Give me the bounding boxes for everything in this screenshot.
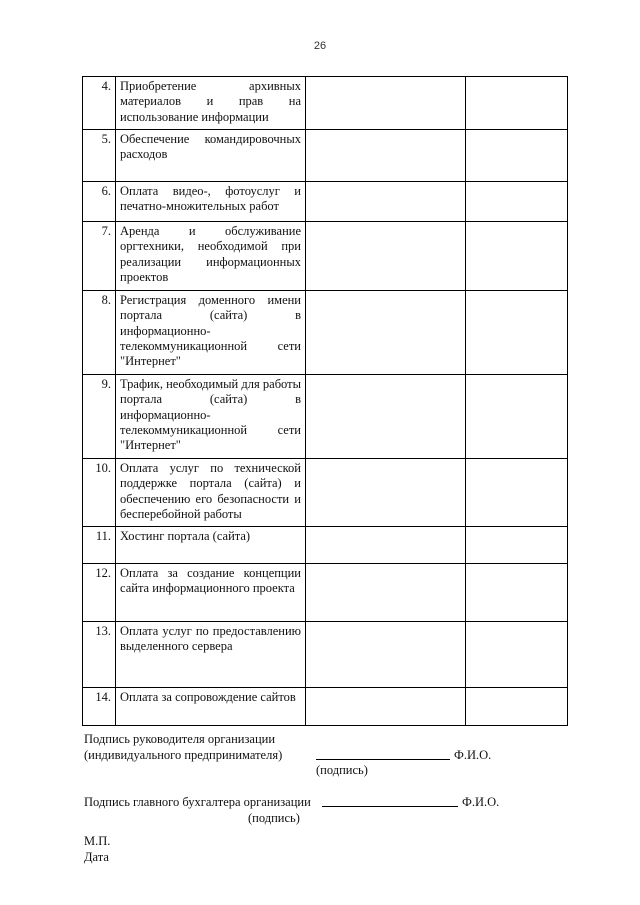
table-row <box>83 77 568 130</box>
row-description: Регистрация доменного имени портала (сайта) в информационно-телекоммуникационной сети "Интернет" <box>116 291 306 375</box>
row-number: 5. <box>83 130 116 182</box>
head-signature-blank[interactable] <box>316 748 450 760</box>
row-description: Аренда и обслуживание оргтехники, необходимой при реализации информационных проектов <box>116 222 306 291</box>
accountant-signature-caption: (подпись) <box>248 810 300 825</box>
accountant-signature-label: Подпись главного бухгалтера организации <box>84 794 311 809</box>
stamp-label: М.П. <box>84 834 111 849</box>
row-number: 4. <box>83 77 116 130</box>
row-empty-cell[interactable] <box>466 459 568 527</box>
row-empty-cell[interactable] <box>466 564 568 622</box>
row-empty-cell[interactable] <box>306 222 466 291</box>
row-empty-cell[interactable] <box>306 291 466 375</box>
head-fio-label: Ф.И.О. <box>454 747 492 762</box>
row-number: 11. <box>83 527 116 564</box>
row-description: Оплата услуг по технической поддержке портала (сайта) и обеспечению его безопасности и бесперебойной работы <box>116 459 306 527</box>
expense-table <box>82 76 568 726</box>
row-empty-cell[interactable] <box>306 527 466 564</box>
table-row <box>83 527 568 564</box>
row-number: 13. <box>83 622 116 688</box>
row-number: 6. <box>83 182 116 222</box>
row-description: Приобретение архивных материалов и прав на использование информации <box>116 77 306 130</box>
row-empty-cell[interactable] <box>306 564 466 622</box>
table-row <box>83 459 568 527</box>
row-number: 12. <box>83 564 116 622</box>
row-empty-cell[interactable] <box>466 182 568 222</box>
table-row <box>83 182 568 222</box>
row-empty-cell[interactable] <box>306 77 466 130</box>
row-description: Трафик, необходимый для работы портала (сайта) в информационно-телекоммуникационной сети "Интернет" <box>116 375 306 459</box>
accountant-signature-blank[interactable] <box>322 795 458 807</box>
row-description: Хостинг портала (сайта) <box>116 527 306 564</box>
row-empty-cell[interactable] <box>306 375 466 459</box>
table-row <box>83 622 568 688</box>
date-label: Дата <box>84 849 109 864</box>
row-empty-cell[interactable] <box>306 688 466 726</box>
table-row <box>83 130 568 182</box>
row-empty-cell[interactable] <box>466 130 568 182</box>
row-description: Оплата за создание концепции сайта информационного проекта <box>116 564 306 622</box>
signature-block <box>84 732 564 865</box>
table-row <box>83 222 568 291</box>
page-number: 26 <box>313 40 327 52</box>
head-signature-label-1: Подпись руководителя организации <box>84 732 276 746</box>
row-number: 9. <box>83 375 116 459</box>
head-signature-line <box>84 748 564 764</box>
row-description: Обеспечение командировочных расходов <box>116 130 306 182</box>
row-number: 8. <box>83 291 116 375</box>
table-row <box>83 375 568 459</box>
accountant-fio-label: Ф.И.О. <box>462 794 500 809</box>
row-empty-cell[interactable] <box>466 622 568 688</box>
row-empty-cell[interactable] <box>306 459 466 527</box>
expense-table-body <box>83 77 568 726</box>
row-empty-cell[interactable] <box>466 375 568 459</box>
row-empty-cell[interactable] <box>306 622 466 688</box>
head-signature-label-2: (индивидуального предпринимателя) <box>84 747 283 762</box>
table-row <box>83 688 568 726</box>
row-description: Оплата услуг по предоставлению выделенного сервера <box>116 622 306 688</box>
row-empty-cell[interactable] <box>306 130 466 182</box>
table-row <box>83 291 568 375</box>
row-empty-cell[interactable] <box>466 688 568 726</box>
row-empty-cell[interactable] <box>466 77 568 130</box>
accountant-signature-line <box>84 795 564 811</box>
row-description: Оплата за сопровождение сайтов <box>116 688 306 726</box>
row-number: 7. <box>83 222 116 291</box>
row-description: Оплата видео-, фотоуслуг и печатно-множительных работ <box>116 182 306 222</box>
row-number: 10. <box>83 459 116 527</box>
row-empty-cell[interactable] <box>466 291 568 375</box>
table-row <box>83 564 568 622</box>
row-number: 14. <box>83 688 116 726</box>
row-empty-cell[interactable] <box>306 182 466 222</box>
row-empty-cell[interactable] <box>466 222 568 291</box>
row-empty-cell[interactable] <box>466 527 568 564</box>
head-signature-caption: (подпись) <box>316 763 368 778</box>
